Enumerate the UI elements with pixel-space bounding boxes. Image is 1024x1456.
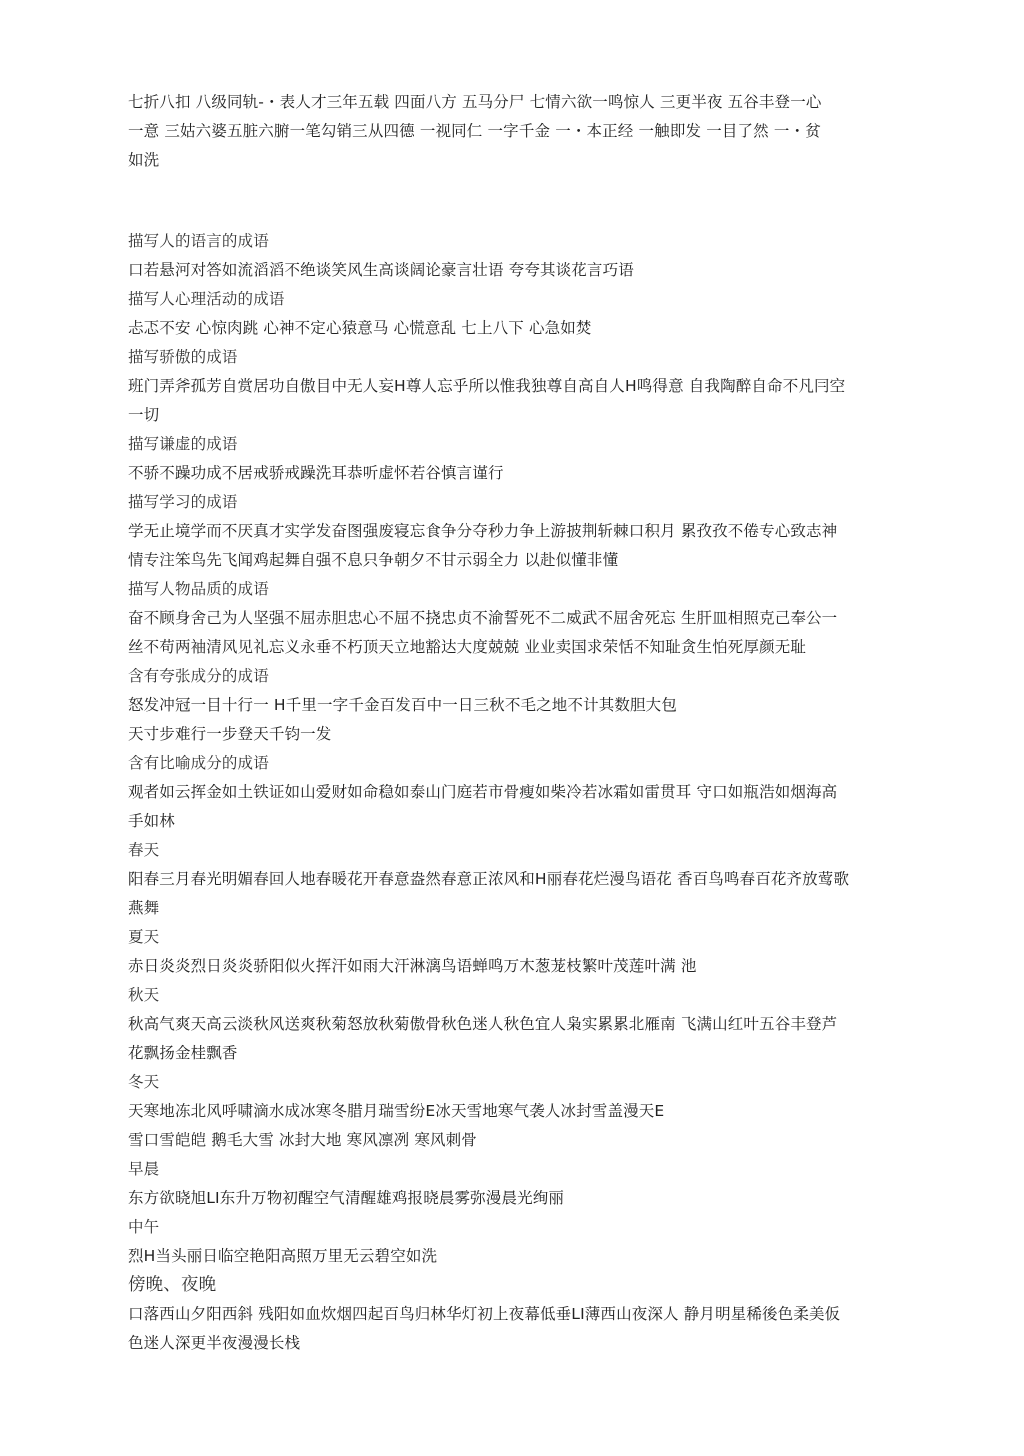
text-line: 燕舞	[128, 899, 160, 917]
text-line: 情专注笨鸟先飞闻鸡起舞自强不息只争朝夕不甘示弱全力 以赴似懂非懂	[128, 551, 619, 569]
text-line: 阳春三月春光明媚春回人地春暖花开春意盎然春意正浓风和H丽春花烂漫鸟语花 香百鸟鸣春百花齐放莺歌	[128, 870, 850, 888]
section-evening	[128, 1271, 896, 1358]
text-line: 学无止境学而不厌真才实学发奋图强废寝忘食争分夺秒力争上游披荆斩棘口积月 累孜孜不倦专心致志神	[128, 522, 838, 540]
section-character	[128, 575, 896, 662]
section-heading: 中午	[128, 1218, 160, 1236]
text-line: 东方欲晓旭LI东升万物初醒空气清醒雄鸡报晓晨雾弥漫晨光绚丽	[128, 1189, 565, 1207]
section-heading: 描写人的语言的成语	[128, 232, 269, 250]
text-line: 口若悬河对答如流滔滔不绝谈笑风生高谈阔论豪言壮语 夸夸其谈花言巧语	[128, 261, 634, 279]
text-line: 口落西山夕阳西斜 残阳如血炊烟四起百鸟归林华灯初上夜幕低垂LI薄西山夜深人 静月明星稀後色柔美仮	[128, 1305, 841, 1323]
section-summer	[128, 923, 896, 981]
section-heading: 夏天	[128, 928, 160, 946]
text-line: 雪口雪皑皑 鹅毛大雪 冰封大地 寒风凛冽 寒风刺骨	[128, 1131, 477, 1149]
section-learning	[128, 488, 896, 575]
section-heading: 描写人心理活动的成语	[128, 290, 285, 308]
section-spring	[128, 836, 896, 923]
text-line: 花飘扬金桂飘香	[128, 1044, 238, 1062]
section-heading: 描写人物品质的成语	[128, 580, 269, 598]
text-line: 一切	[128, 406, 160, 424]
text-line: 忐忑不安 心惊肉跳 心神不定心猿意马 心慌意乱 七上八下 心急如焚	[128, 319, 592, 337]
section-morning	[128, 1155, 896, 1213]
text-line: 奋不顾身舍己为人坚强不屈赤胆忠心不屈不挠忠贞不渝誓死不二威武不屈舍死忘 生肝皿相照克己奉公一	[128, 609, 838, 627]
text-line: 秋高气爽天高云淡秋风送爽秋菊怒放秋菊傲骨秋色迷人秋色宜人枭实累累北雁南 飞满山红叶五谷丰登芦	[128, 1015, 838, 1033]
section-autumn	[128, 981, 896, 1068]
text-line: 色迷人深更半夜漫漫长栈	[128, 1334, 301, 1352]
text-line: 烈H当头丽日临空艳阳高照万里无云碧空如洗	[128, 1247, 438, 1265]
section-arrogance	[128, 343, 896, 430]
text-line: 手如林	[128, 812, 175, 830]
section-metaphor	[128, 749, 896, 836]
section-heading: 含有比喻成分的成语	[128, 754, 269, 772]
text-line: 七折八扣 八级同轨-・表人才三年五载 四面八方 五马分尸 七情六欲一鸣惊人 三更半夜 五谷丰登一心	[128, 93, 822, 111]
text-line: 丝不苟两袖清风见礼忘义永垂不朽顶天立地豁达大度兢兢 业业卖国求荣恬不知耻贪生怕死厚颜无耻	[128, 638, 807, 656]
text-line: 天寒地冻北风呼啸滴水成冰寒冬腊月瑞雪纷E冰天雪地寒气袭人冰封雪盖漫天E	[128, 1102, 665, 1120]
text-line: 一意 三姑六婆五脏六腑一笔勾销三从四德 一视同仁 一字千金 一・本正经 一触即发 一目了然 一・贫	[128, 122, 821, 140]
section-winter	[128, 1068, 896, 1155]
section-heading: 含有夸张成分的成语	[128, 667, 269, 685]
section-exaggeration	[128, 662, 896, 749]
section-heading: 描写骄傲的成语	[128, 348, 238, 366]
text-line: 天寸步难行一步登天千钧一发	[128, 725, 332, 743]
section-heading: 描写谦虚的成语	[128, 435, 238, 453]
section-heading: 早晨	[128, 1160, 160, 1178]
section-heading: 描写学习的成语	[128, 493, 238, 511]
section-heading: 秋天	[128, 986, 160, 1004]
section-noon	[128, 1213, 896, 1271]
text-line: 赤日炎炎烈日炎炎骄阳似火挥汗如雨大汗淋漓鸟语蝉鸣万木葱茏枝繁叶茂莲叶满 池	[128, 957, 697, 975]
text-line: 如洗	[128, 151, 160, 169]
section-psychology	[128, 285, 896, 343]
text-line: 怒发冲冠一目十行一 H千里一字千金百发百中一日三秋不毛之地不计其数胆大包	[128, 696, 677, 714]
section-language	[128, 227, 896, 285]
text-line: 观者如云挥金如土铁证如山爱财如命稳如泰山门庭若市骨瘦如柴冷若冰霜如雷贯耳 守口如瓶浩如烟海高	[128, 783, 838, 801]
section-modesty	[128, 430, 896, 488]
intro-paragraph	[128, 88, 896, 175]
section-heading: 春天	[128, 841, 160, 859]
text-line: 不骄不躁功成不居戒骄戒躁洗耳恭听虚怀若谷慎言谨行	[128, 464, 504, 482]
section-heading: 冬天	[128, 1073, 160, 1091]
section-heading: 傍晚、夜晚	[128, 1275, 217, 1295]
text-line: 班门弄斧孤芳自赏居功自傲目中无人妄H尊人忘乎所以惟我独尊自高自人H鸣得意 自我陶醉自命不凡冃空	[128, 377, 846, 395]
